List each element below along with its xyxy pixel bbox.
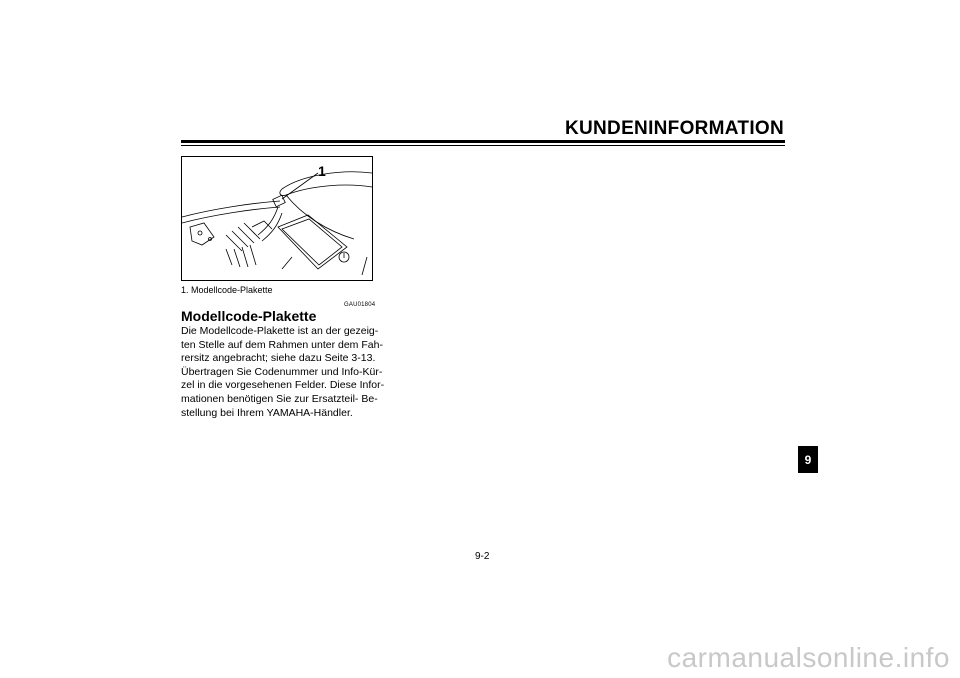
body-line: mationen benötigen Sie zur Ersatzteil- Be- (181, 392, 378, 405)
callout-number: 1 (318, 163, 326, 179)
body-line: rersitz angebracht; siehe dazu Seite 3-13. (181, 352, 376, 365)
page-number: 9-2 (475, 551, 490, 562)
body-line: Übertragen Sie Codenummer und Info-Kür- (181, 365, 383, 378)
page-header-title: KUNDENINFORMATION (564, 118, 784, 139)
section-heading: Modellcode-Plakette (181, 308, 317, 324)
body-line: ten Stelle auf dem Rahmen unter dem Fah- (181, 338, 383, 351)
reference-code: GAU01804 (344, 302, 376, 308)
watermark: carmanualsonline.info (667, 642, 950, 673)
body-line: stellung bei Ihrem YAMAHA-Händler. (181, 406, 353, 419)
illustration-frame (181, 156, 373, 281)
model-label-illustration (182, 157, 372, 280)
figure-caption: 1. Modellcode-Plakette (181, 285, 273, 295)
body-line: Die Modellcode-Plakette ist an der gezeig- (181, 325, 379, 337)
section-body (181, 325, 385, 420)
header-rule-thick (181, 140, 785, 143)
body-line: zel in die vorgesehenen Felder. Diese Infor- (181, 379, 385, 392)
header-rule-thin (181, 145, 785, 146)
chapter-tab: 9 (798, 446, 818, 473)
